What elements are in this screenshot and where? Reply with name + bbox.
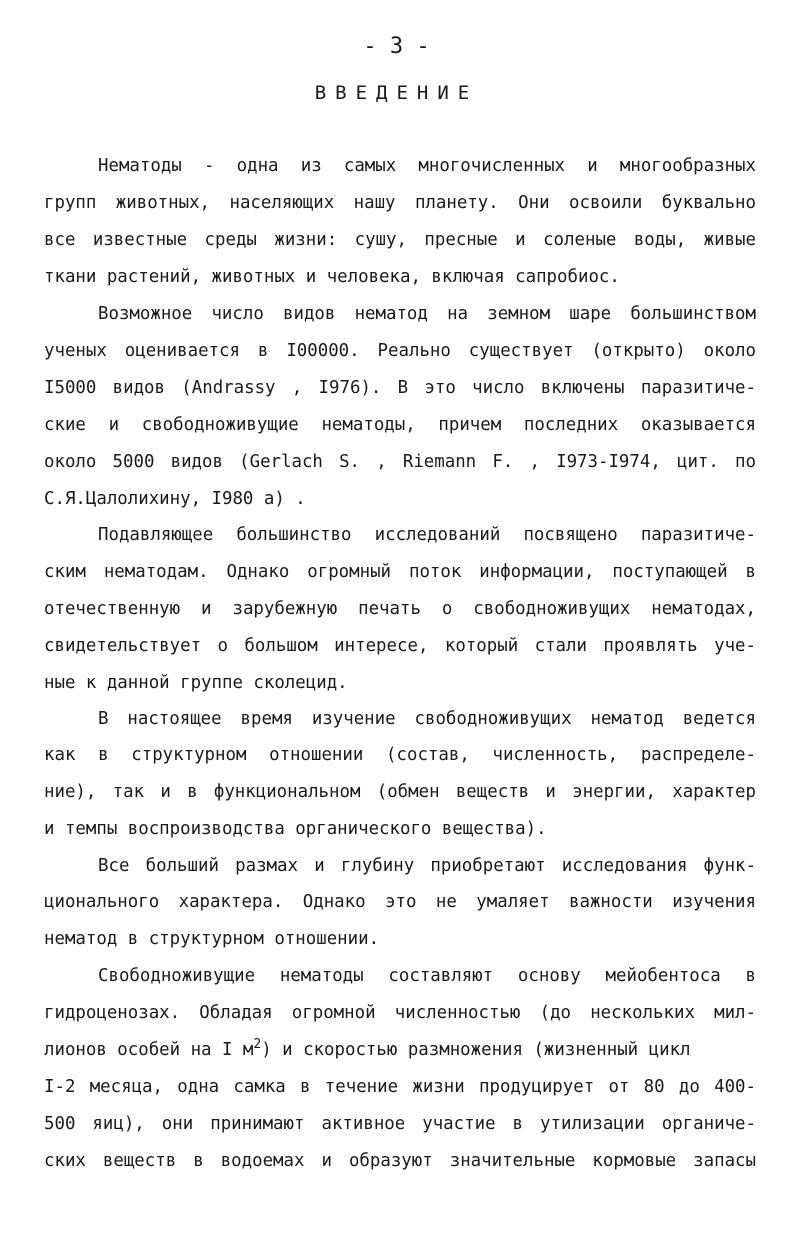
text-line: групп животных, населяющих нашу планету. Они освоили буквально xyxy=(44,193,756,213)
page-number: - 3 - xyxy=(363,34,430,59)
text-line: I5000 видов (Andrassy , I976). В это число включены паразитиче- xyxy=(44,378,756,398)
text-line: как в структурном отношении (состав, численность, распределе- xyxy=(44,745,756,765)
text-line: ционального характера. Однако это не умаляет важности изучения xyxy=(44,892,756,912)
text-line: С.Я.Цалолихину, I980 а) . xyxy=(44,489,306,509)
text-line-with-superscript xyxy=(44,1039,756,1061)
text-line: гидроценозах. Обладая огромной численностью (до нескольких мил- xyxy=(44,1003,756,1023)
text-line: свидетельствует о большом интересе, который стали проявлять уче- xyxy=(44,636,756,656)
superscript: 2 xyxy=(253,1037,262,1052)
text-line: нематод в структурном отношении. xyxy=(44,929,380,949)
text-line: Подавляющее большинство исследований посвящено паразитиче- xyxy=(98,525,756,545)
text-segment: лионов особей на I м xyxy=(44,1040,254,1060)
text-line: Свободноживущие нематоды составляют основу мейобентоса в xyxy=(98,966,756,986)
text-line: В настоящее время изучение свободноживущих нематод ведется xyxy=(98,709,756,729)
text-segment: ) и скоростью размножения (жизненный цикл xyxy=(261,1040,691,1060)
text-line: ские и свободноживущие нематоды, причем последних оказывается xyxy=(44,415,756,435)
text-line: Возможное число видов нематод на земном шаре большинством xyxy=(98,304,756,324)
text-line: около 5000 видов (Gerlach S. , Riemann F. , I973-I974, цит. по xyxy=(44,452,756,472)
text-line: ских веществ в водоемах и образуют значительные кормовые запасы xyxy=(44,1151,756,1171)
text-line: 500 яиц), они принимают активное участие в утилизации органиче- xyxy=(44,1114,756,1134)
text-line: ученых оценивается в I00000. Реально существует (открыто) около xyxy=(44,341,756,361)
page-title: ВВЕДЕНИЕ xyxy=(314,82,479,104)
text-line: отечественную и зарубежную печать о свободноживущих нематодах, xyxy=(44,599,756,619)
text-line: I-2 месяца, одна самка в течение жизни продуцирует от 80 до 400- xyxy=(44,1077,756,1097)
text-line: ные к данной группе сколецид. xyxy=(44,673,348,693)
text-line: Нематоды - одна из самых многочисленных и многообразных xyxy=(98,156,756,176)
text-line: и темпы воспроизводства органического вещества). xyxy=(44,819,547,839)
text-line: ние), так и в функциональном (обмен веществ и энергии, характер xyxy=(44,782,756,802)
text-line: все известные среды жизни: сушу, пресные и соленые воды, живые xyxy=(44,230,756,250)
text-line: ским нематодам. Однако огромный поток информации, поступающей в xyxy=(44,562,756,582)
text-line: ткани растений, животных и человека, включая сапробиос. xyxy=(44,267,620,287)
text-line: Все больший размах и глубину приобретают исследования функ- xyxy=(98,856,756,876)
